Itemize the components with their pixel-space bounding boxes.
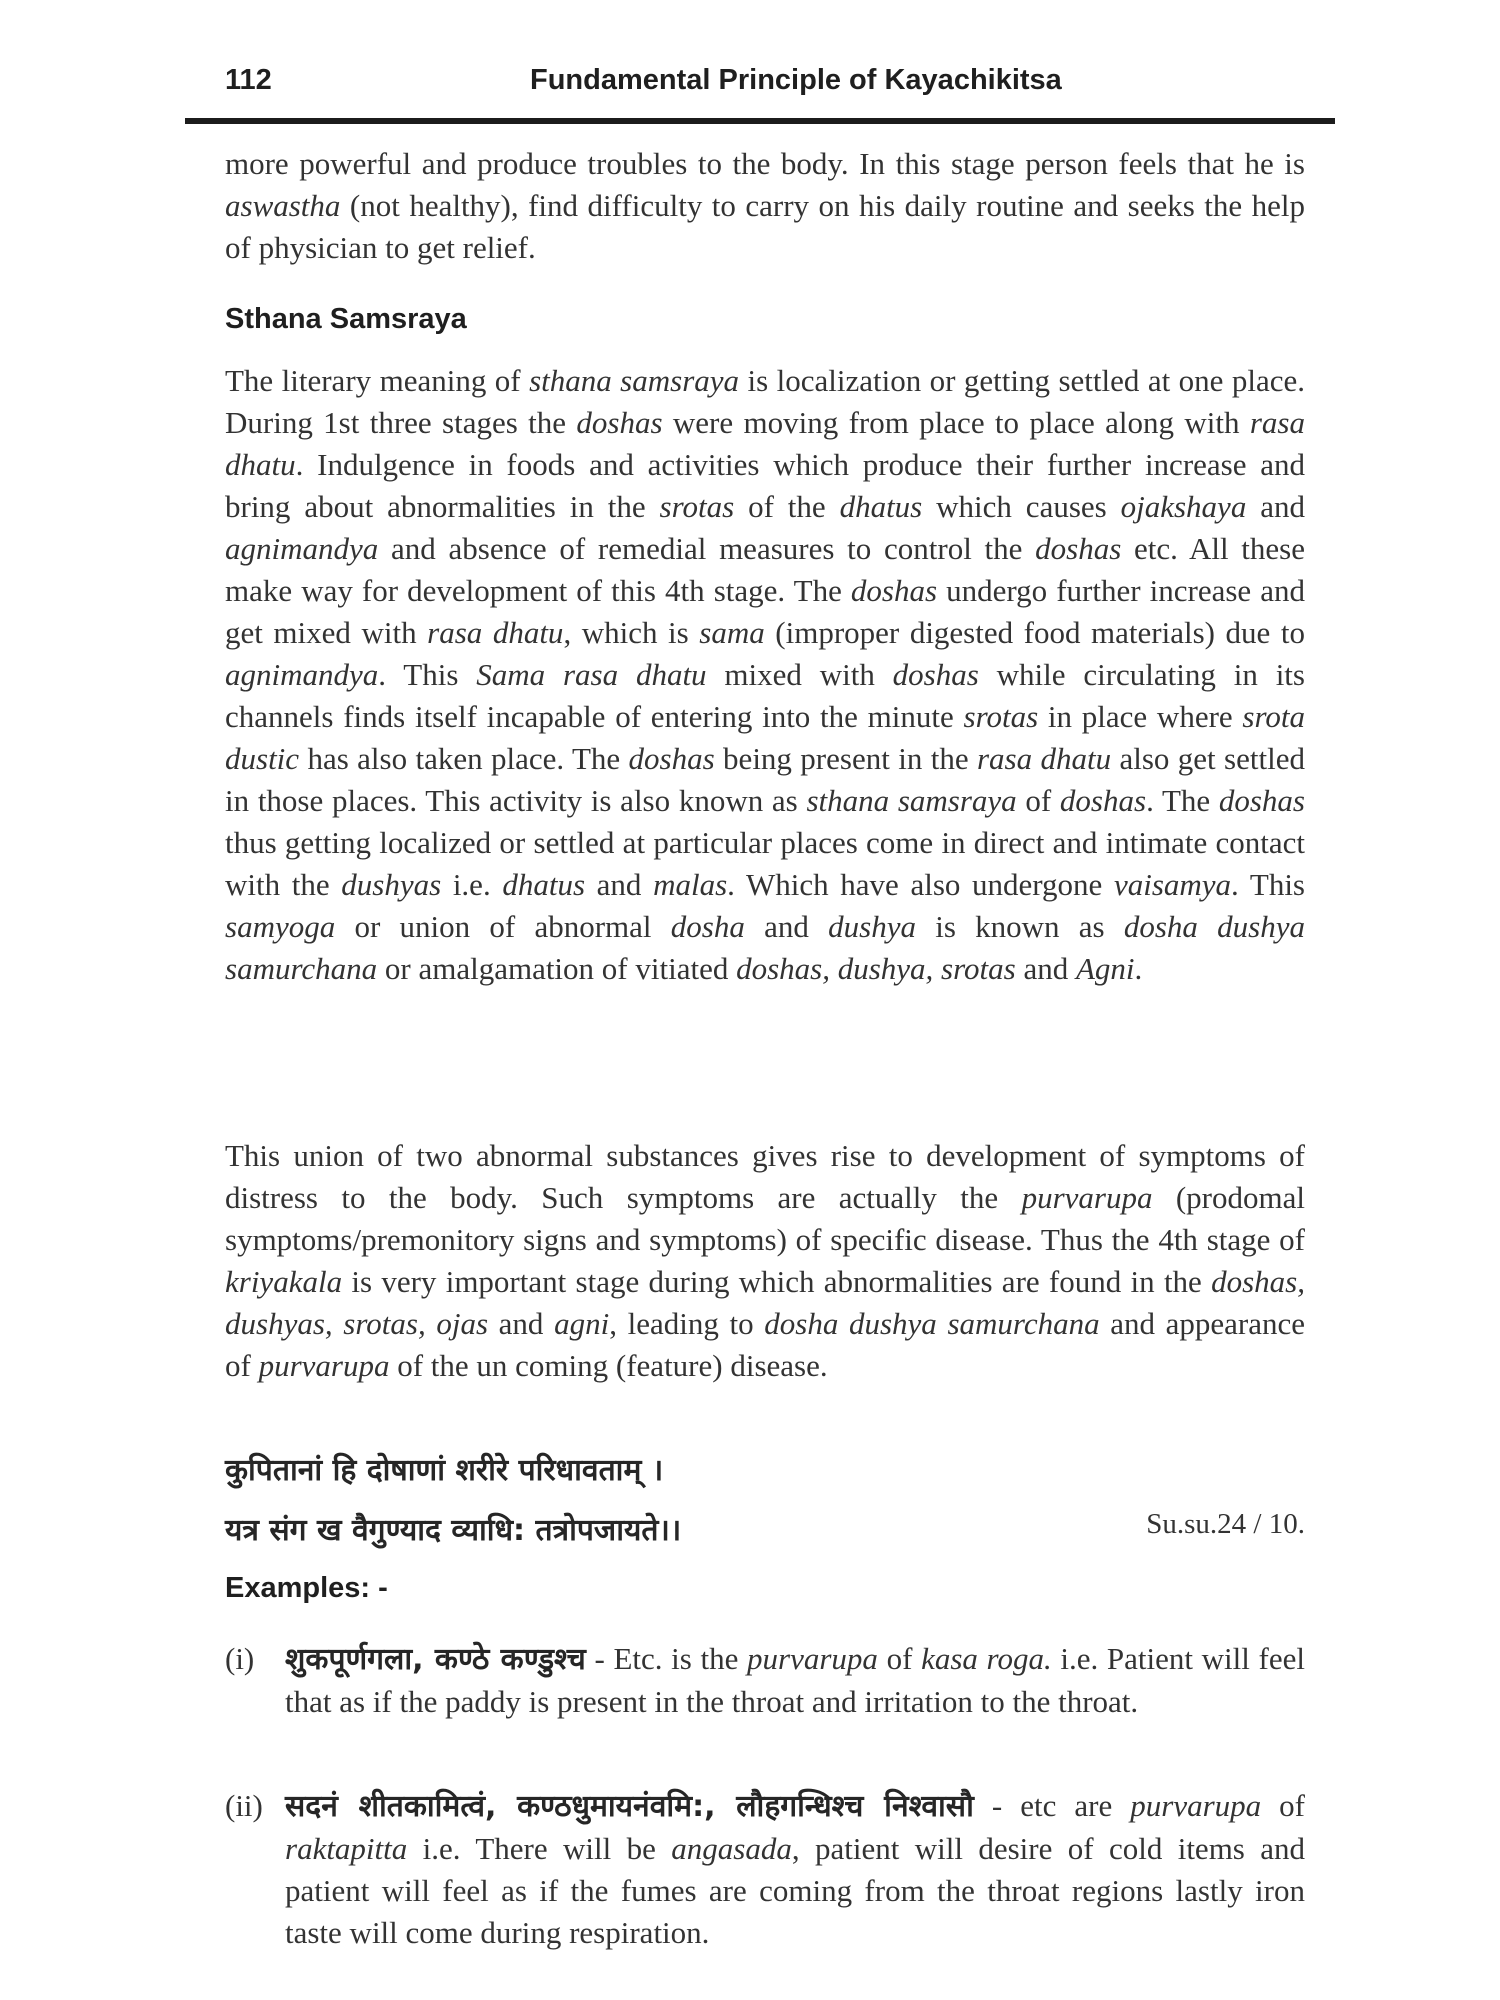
page-number: 112 bbox=[225, 64, 272, 96]
paragraph-purvarupa bbox=[225, 1135, 1305, 1387]
paragraph-purvarupa-text: This union of two abnormal substances gives rise to development of symptoms of distress to the body. Such symptoms are actually the purvarupa (prodomal symptoms/premonitory signs and symptoms) of specific disease. Thus the 4th stage of kriyakala is very important stage during which abnormalities are found in the doshas, dushyas, srotas, ojas and agni, leading to dosha dushya samurchana and appearance of purvarupa of the un coming (feature) disease. bbox=[225, 1138, 1306, 1383]
example-marker: (ii) bbox=[225, 1788, 263, 1823]
sanskrit-verse-line-2 bbox=[225, 1508, 1305, 1549]
sanskrit-verse-line-1: कुपितानां हि दोषाणां शरीरे परिधावताम् । bbox=[225, 1453, 664, 1488]
paragraph-sthana-samsraya-text: The literary meaning of sthana samsraya is localization or getting settled at one place. During 1st three stages the doshas were moving from place to place along with rasa dhatu. Indulgence in foods and activities which produce their further increase and bring about abnormalities in the srotas of the dhatus which causes ojakshaya and agnimandya and absence of remedial measures to control the doshas etc. All these make way for development of this 4th stage. The doshas undergo further increase and get mixed with rasa dhatu, which is sama (improper digested food materials) due to agnimandya. This Sama rasa dhatu mixed with doshas while circulating in its channels finds itself incapable of entering into the minute srotas in place where srota dustic has also taken place. The doshas being present in the rasa dhatu also get settled in those places. This activity is also known as sthana samsraya of doshas. The doshas thus getting localized or settled at particular places come in direct and intimate contact with the dushyas i.e. dhatus and malas. Which have also undergone vaisamya. This samyoga or union of abnormal dosha and dushya is known as dosha dushya samurchana or amalgamation of vitiated doshas, dushya, srotas and Agni. bbox=[225, 363, 1306, 986]
sanskrit-verse-line-2-text: यत्र संग ख वैगुण्याद व्याधि: तत्रोपजायते।। bbox=[225, 1513, 682, 1548]
section-heading: Sthana Samsraya bbox=[225, 303, 467, 335]
paragraph-intro-text: more powerful and produce troubles to the body. In this stage person feels that he is aswastha (not healthy), find difficulty to carry on his daily routine and seeks the help of physician to get relief. bbox=[225, 146, 1305, 265]
running-title: Fundamental Principle of Kayachikitsa bbox=[530, 64, 1062, 96]
verse-reference: Su.su.24 / 10. bbox=[1146, 1508, 1305, 1540]
example-marker: (i) bbox=[225, 1641, 255, 1676]
examples-heading: Examples: - bbox=[225, 1572, 388, 1604]
example-item bbox=[225, 1785, 1305, 1954]
example-item bbox=[225, 1638, 1305, 1723]
paragraph-sthana-samsraya bbox=[225, 360, 1305, 990]
page-header bbox=[185, 60, 1335, 110]
paragraph-intro bbox=[225, 143, 1305, 269]
header-rule bbox=[185, 118, 1335, 124]
example-body: सदनं शीतकामित्वं, कण्ठधुमायनंवमि:, लौहगन्धिश्च निश्वासौ - etc are purvarupa of raktapitta i.e. There will be angasada, patient will desire of cold items and patient will feel as if the fumes are coming from the throat regions lastly iron taste will come during respiration. bbox=[285, 1788, 1306, 1950]
example-body: शुकपूर्णगला, कण्ठे कण्डुश्च - Etc. is the purvarupa of kasa roga. i.e. Patient will feel that as if the paddy is present in the throat and irritation to the throat. bbox=[285, 1641, 1305, 1719]
